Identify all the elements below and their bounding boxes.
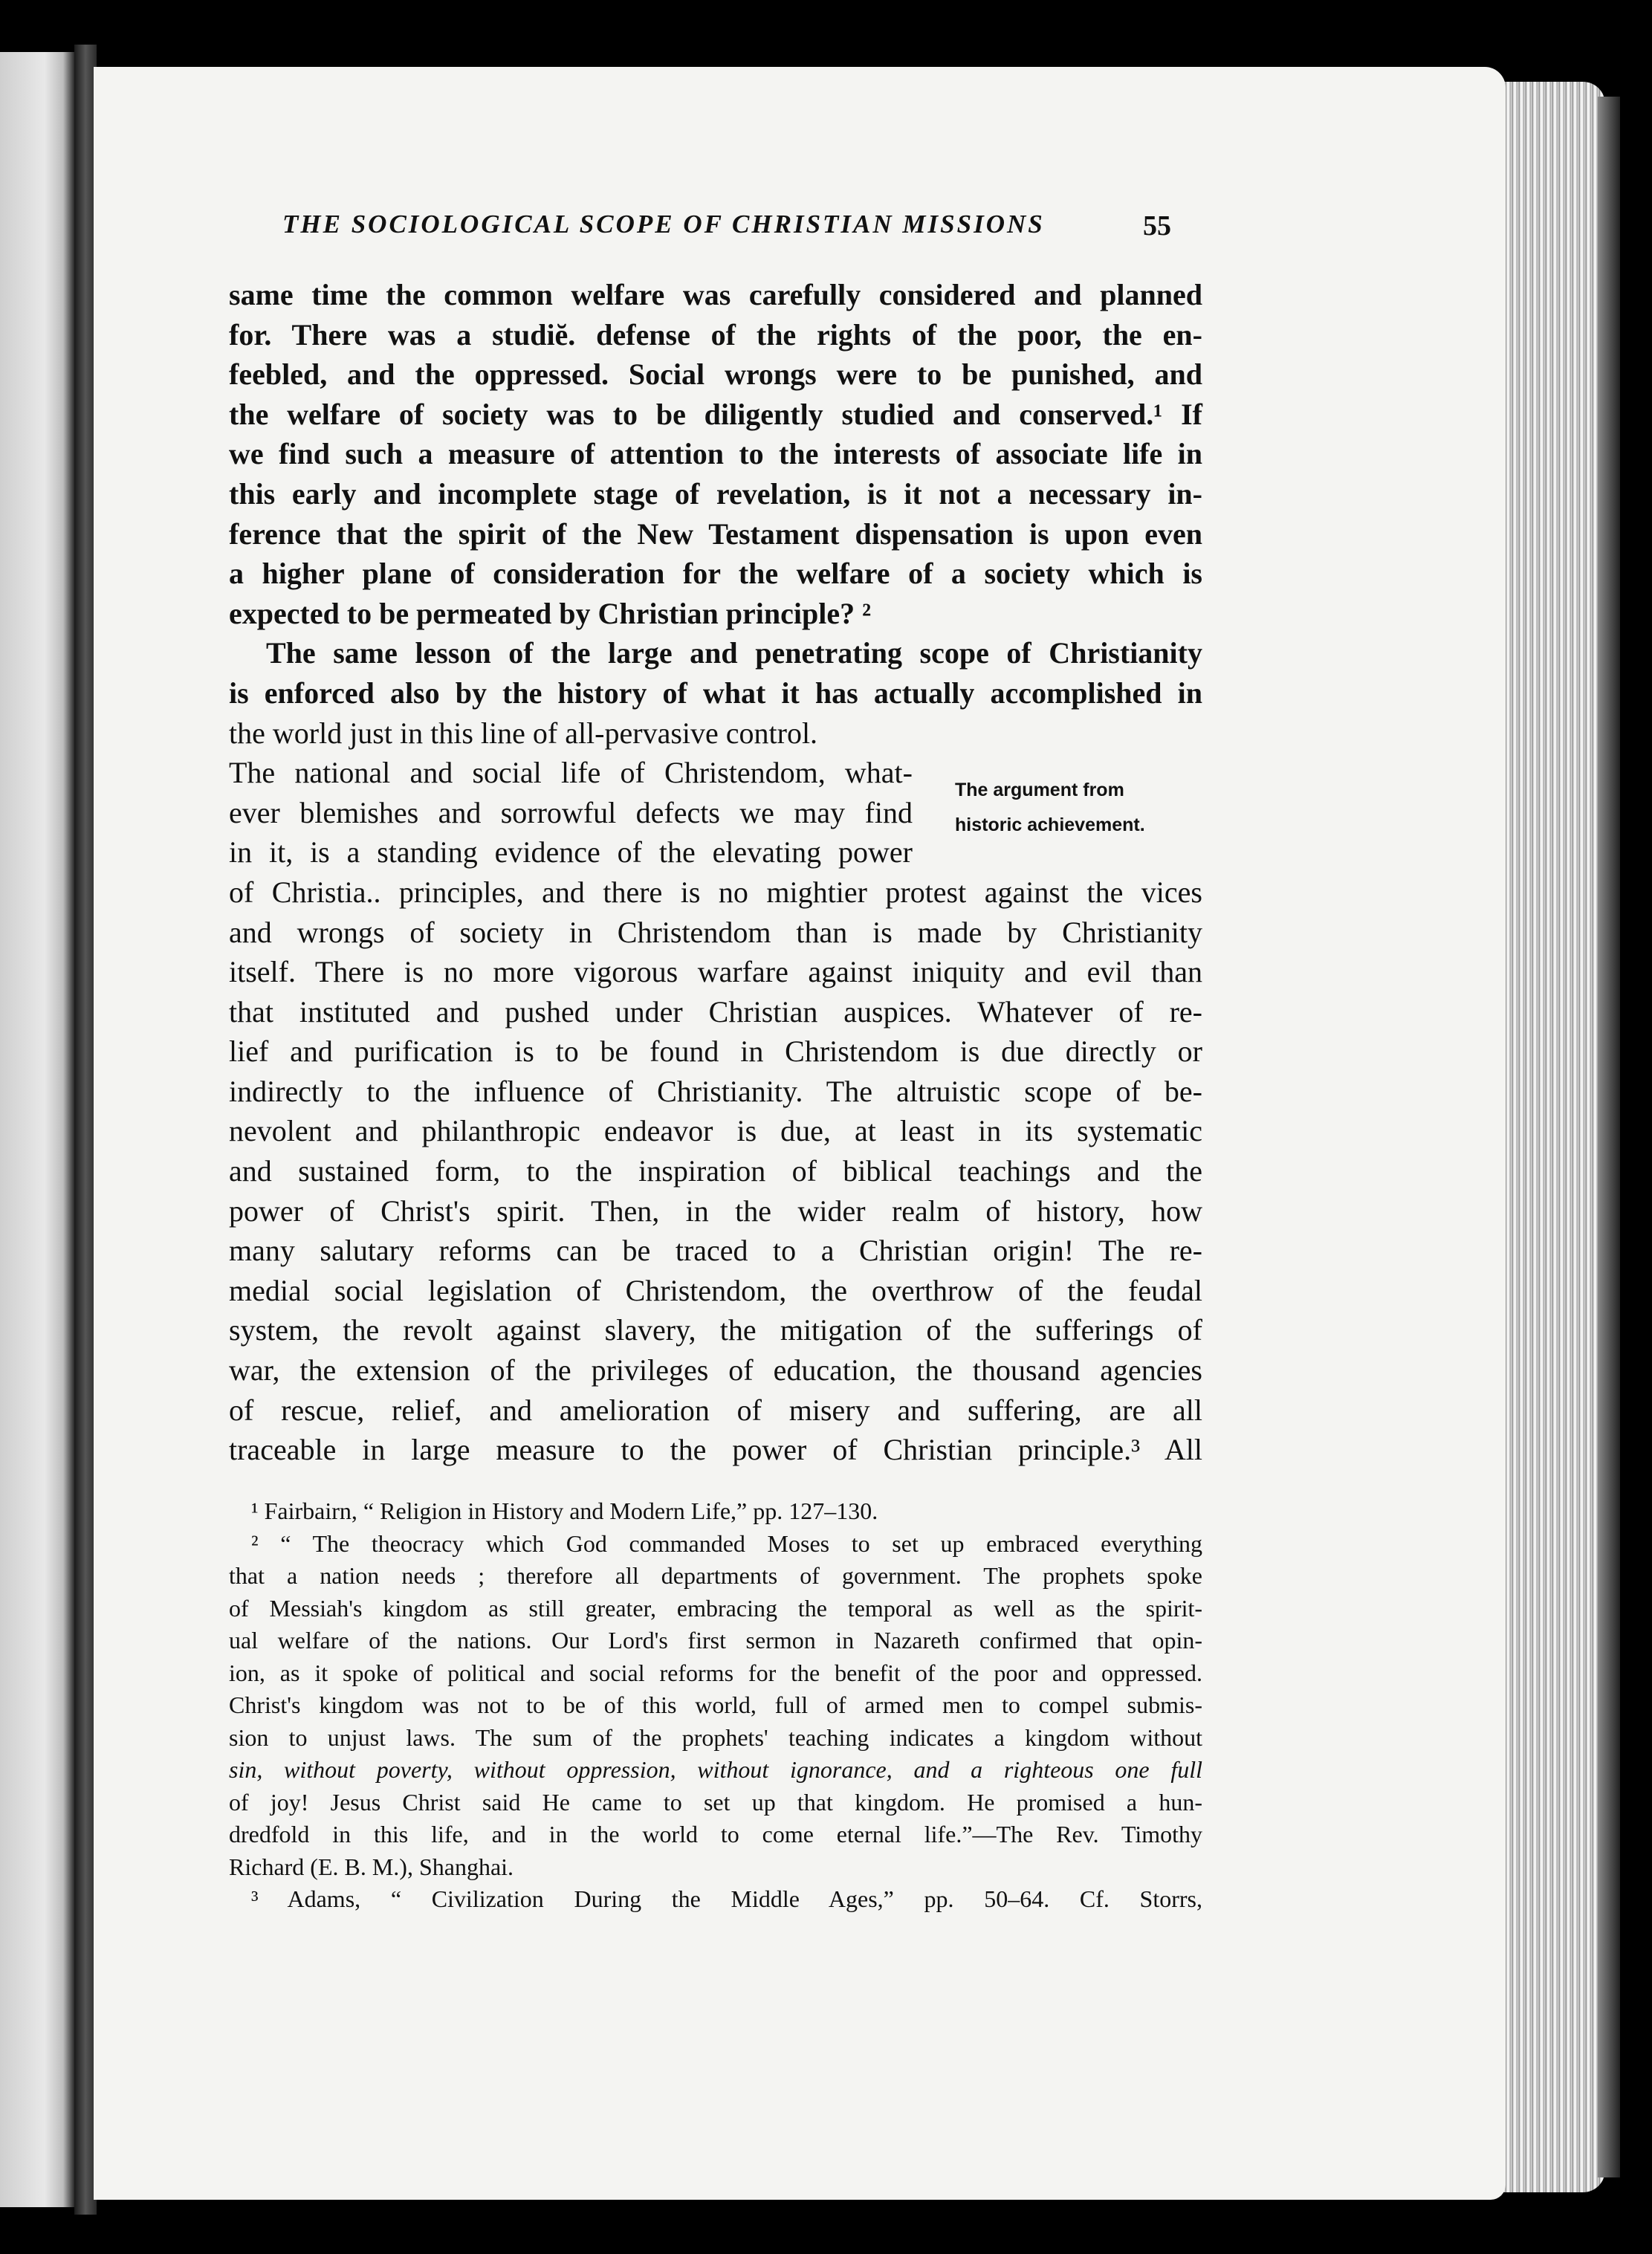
sidenote-line: The argument from	[955, 780, 1124, 800]
footnote-line: Christ's kingdom was not to be of this world, full of armed men to compel submis-	[229, 1691, 1202, 1718]
body-line: The same lesson of the large and penetrating scope of Christianity	[266, 636, 1202, 670]
footnote-line: sin, without poverty, without oppression, without ignorance, and a righteous one full	[229, 1756, 1202, 1783]
footnote-line: ion, as it spoke of political and social reforms for the benefit of the poor and oppressed.	[229, 1659, 1202, 1686]
running-head: THE SOCIOLOGICAL SCOPE OF CHRISTIAN MISSIONS	[282, 210, 1045, 239]
footnote-line: of Messiah's kingdom as still greater, embracing the temporal as well as the spirit-	[229, 1594, 1202, 1622]
body-line: traceable in large measure to the power of Christian principle.³ All	[229, 1433, 1202, 1467]
body-line: and sustained form, to the inspiration of biblical teachings and the	[229, 1154, 1202, 1188]
footnote-line: of joy! Jesus Christ said He came to set up that kingdom. He promised a hun-	[229, 1788, 1202, 1816]
body-line: war, the extension of the privileges of education, the thousand agencies	[229, 1353, 1202, 1387]
footnote-line: that a nation needs ; therefore all departments of government. The prophets spoke	[229, 1562, 1202, 1589]
marginal-sidenote	[955, 773, 1145, 843]
body-line: ever blemishes and sorrowful defects we may find	[229, 795, 913, 829]
page-stack-shadow	[1598, 97, 1620, 2177]
body-line: feebled, and the oppressed. Social wrongs were to be punished, and	[229, 357, 1202, 392]
body-line: system, the revolt against slavery, the mitigation of the sufferings of	[229, 1313, 1202, 1347]
body-line: the welfare of society was to be diligently studied and conserved.¹ If	[229, 397, 1202, 431]
body-line: is enforced also by the history of what it has actually accomplished in	[229, 676, 1202, 710]
footnote-line: ² “ The theocracy which God commanded Moses to set up embraced everything	[251, 1529, 1202, 1557]
body-line: that instituted and pushed under Christian auspices. Whatever of re-	[229, 994, 1202, 1029]
footnote-line: Richard (E. B. M.), Shanghai.	[229, 1853, 514, 1880]
body-line: indirectly to the influence of Christianity. The altruistic scope of be-	[229, 1074, 1202, 1108]
body-line: lief and purification is to be found in Christendom is due directly or	[229, 1034, 1202, 1069]
body-line: ference that the spirit of the New Testament dispensation is upon even	[229, 516, 1202, 551]
footnote-line: dredfold in this life, and in the world to come eternal life.”—The Rev. Timothy	[229, 1821, 1202, 1847]
body-line: and wrongs of society in Christendom than is made by Christianity	[229, 915, 1202, 949]
body-line: in it, is a standing evidence of the elevating power	[229, 835, 913, 869]
footnote-line: ual welfare of the nations. Our Lord's first sermon in Nazareth confirmed that opin-	[229, 1627, 1202, 1654]
body-line: a higher plane of consideration for the welfare of a society which is	[229, 557, 1202, 591]
body-line: expected to be permeated by Christian principle? ²	[229, 596, 872, 630]
body-line: of Christia.. principles, and there is no mightier protest against the vices	[229, 875, 1202, 909]
body-line: nevolent and philanthropic endeavor is due, at least in its systematic	[229, 1114, 1202, 1148]
body-line: we find such a measure of attention to the interests of associate life in	[229, 437, 1202, 471]
footnote-line: sion to unjust laws. The sum of the prophets' teaching indicates a kingdom without	[229, 1723, 1202, 1751]
body-line: for. There was a studiĕ. defense of the rights of the poor, the en-	[229, 317, 1202, 352]
page-number: 55	[1143, 210, 1171, 242]
body-text	[229, 275, 1202, 1470]
body-line: many salutary reforms can be traced to a Christian origin! The re-	[229, 1234, 1202, 1268]
footnotes	[229, 1495, 1202, 1916]
body-line: The national and social life of Christendom, what-	[229, 756, 913, 790]
body-line: this early and incomplete stage of revelation, is it not a necessary in-	[229, 476, 1202, 511]
body-line: the world just in this line of all-pervasive control.	[229, 716, 818, 750]
body-line: same time the common welfare was carefully considered and planned	[229, 278, 1202, 311]
body-line: itself. There is no more vigorous warfare against iniquity and evil than	[229, 955, 1202, 989]
footnote-line: ¹ Fairbairn, “ Religion in History and Modern Life,” pp. 127–130.	[251, 1497, 878, 1524]
body-line: of rescue, relief, and amelioration of misery and suffering, are all	[229, 1393, 1202, 1427]
footnote-line: ³ Adams, “ Civilization During the Middle Ages,” pp. 50–64. Cf. Storrs,	[251, 1885, 1202, 1912]
left-page-edge	[0, 52, 74, 2207]
page-stack-edges	[1494, 82, 1605, 2192]
body-line: medial social legislation of Christendom, the overthrow of the feudal	[229, 1273, 1202, 1307]
sidenote-line: historic achievement.	[955, 815, 1145, 835]
body-line: power of Christ's spirit. Then, in the wider realm of history, how	[229, 1194, 1202, 1228]
